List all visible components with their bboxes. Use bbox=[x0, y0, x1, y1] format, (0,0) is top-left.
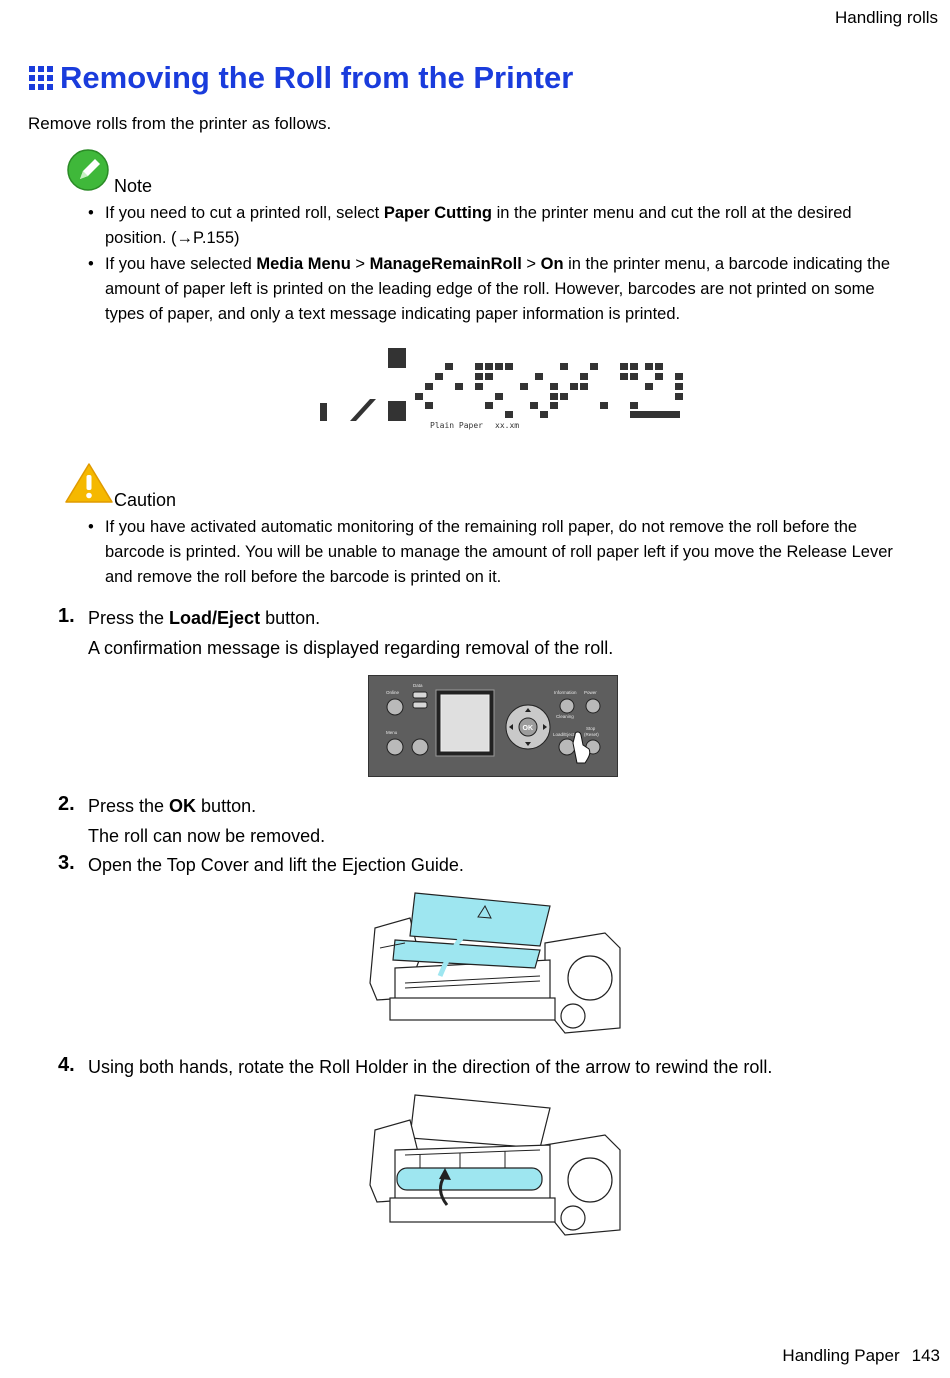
printer-roll-holder-figure bbox=[365, 1090, 623, 1240]
page-title bbox=[28, 60, 573, 96]
footer-section: Handling Paper bbox=[782, 1346, 900, 1365]
svg-text:Menu: Menu bbox=[386, 730, 398, 735]
step-4-number: 4. bbox=[58, 1054, 75, 1076]
control-panel-graphic bbox=[368, 675, 618, 777]
page-title-text: Removing the Roll from the Printer bbox=[60, 60, 574, 95]
svg-text:Information: Information bbox=[554, 690, 577, 695]
caution-triangle-icon bbox=[64, 462, 114, 504]
step-2-number: 2. bbox=[58, 793, 75, 815]
step-4-text: Using both hands, rotate the Roll Holder in the direction of the arrow to rewind the roll. bbox=[88, 1057, 773, 1077]
svg-text:Load/Eject: Load/Eject bbox=[553, 732, 575, 737]
svg-text:Cleaning: Cleaning bbox=[556, 714, 574, 719]
svg-text:OK: OK bbox=[522, 725, 533, 732]
page-footer bbox=[782, 1346, 940, 1366]
barcode-graphic bbox=[300, 338, 700, 438]
caution-label: Caution bbox=[114, 490, 177, 510]
note-list bbox=[88, 201, 914, 328]
control-panel-figure bbox=[368, 675, 618, 777]
grid-icon bbox=[28, 65, 54, 91]
note-bullet-1: • If you need to cut a printed roll, select Paper Cutting in the printer menu and cut the roll at the desired position. (→P.155) bbox=[88, 201, 914, 251]
svg-text:Power: Power bbox=[584, 690, 597, 695]
printer-open-cover-graphic bbox=[365, 888, 623, 1038]
note-pencil-icon bbox=[66, 148, 110, 192]
barcode-figure bbox=[300, 338, 700, 438]
svg-text:Data: Data bbox=[413, 683, 423, 688]
step-1-text: Press the Load/Eject button. bbox=[88, 608, 321, 628]
barcode-label-paper: Plain Paper bbox=[430, 421, 483, 430]
caution-bullet-1: • If you have activated automatic monitoring of the remaining roll paper, do not remove the roll before the barcode is printed. You will be unable to manage the amount of roll paper left if you move the Release Lever and remove the roll before the barcode is printed on it. bbox=[88, 515, 914, 590]
barcode-label-length: xx.xm bbox=[495, 421, 520, 430]
step-1-subtext: A confirmation message is displayed regarding removal of the roll. bbox=[88, 638, 614, 658]
intro-text: Remove rolls from the printer as follows. bbox=[28, 114, 332, 133]
svg-text:Stop: Stop bbox=[586, 726, 596, 731]
step-3-number: 3. bbox=[58, 852, 75, 874]
note-label: Note bbox=[114, 176, 153, 196]
page-number: 143 bbox=[911, 1346, 940, 1365]
step-2-subtext: The roll can now be removed. bbox=[88, 826, 326, 846]
printer-top-cover-figure bbox=[365, 888, 623, 1038]
caution-list bbox=[88, 515, 914, 591]
svg-text:(Reset): (Reset) bbox=[584, 732, 599, 737]
svg-text:Online: Online bbox=[386, 690, 400, 695]
step-3-text: Open the Top Cover and lift the Ejection Guide. bbox=[88, 855, 464, 875]
running-header: Handling rolls bbox=[835, 8, 938, 27]
step-2-text: Press the OK button. bbox=[88, 796, 257, 816]
note-bullet-2: • If you have selected Media Menu > ManageRemainRoll > On in the printer menu, a barcode indicating the amount of paper left is printed on the leading edge of the roll. However, barcodes are not printed on some types of paper, and only a text message indicating paper information is printed. bbox=[88, 252, 914, 327]
printer-roll-holder-graphic bbox=[365, 1090, 623, 1240]
step-1-number: 1. bbox=[58, 605, 75, 627]
